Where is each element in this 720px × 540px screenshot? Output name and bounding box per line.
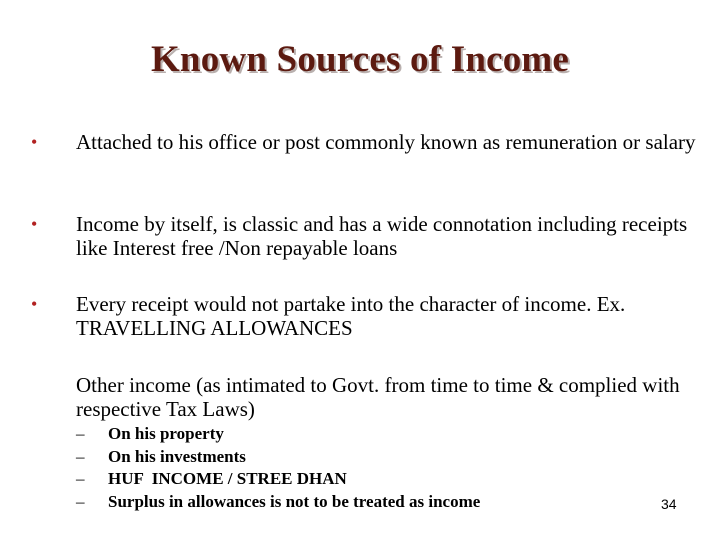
bullet-icon: •	[31, 294, 38, 314]
dash-icon: –	[76, 446, 85, 466]
other-income-paragraph: Other income (as intimated to Govt. from time to time & complied with respective Tax Laws)	[76, 373, 680, 421]
bullet-item	[31, 292, 701, 340]
dash-icon: –	[76, 424, 85, 443]
bullet-item	[31, 212, 701, 260]
sub-item-text: On his investments	[108, 446, 246, 466]
sub-list-item	[76, 446, 480, 469]
bullet-icon: •	[31, 214, 38, 234]
dash-icon: –	[76, 469, 85, 489]
dash-icon: –	[76, 492, 85, 512]
bullet-text: Income by itself, is classic and has a wide connotation including receipts like Interest free /Non repayable loans	[76, 212, 688, 260]
sub-list	[76, 423, 480, 514]
sub-item-text: Surplus in allowances is not to be treated as income	[108, 492, 481, 512]
bullet-icon: •	[31, 132, 38, 152]
sub-list-item	[76, 491, 480, 514]
bullet-item	[31, 130, 701, 154]
slide-title: Known Sources of Income	[150, 39, 570, 80]
sub-item-text: HUF INCOME / STREE DHAN	[108, 469, 347, 489]
sub-item-text: On his property	[108, 424, 224, 443]
sub-list-item	[76, 468, 480, 491]
sub-list-item	[76, 423, 480, 446]
bullet-text: Attached to his office or post commonly known as remuneration or salary	[76, 130, 696, 154]
page-number: 34	[661, 496, 677, 512]
bullet-text: Every receipt would not partake into the character of income. Ex. TRAVELLING ALLOWANCES	[76, 292, 626, 340]
